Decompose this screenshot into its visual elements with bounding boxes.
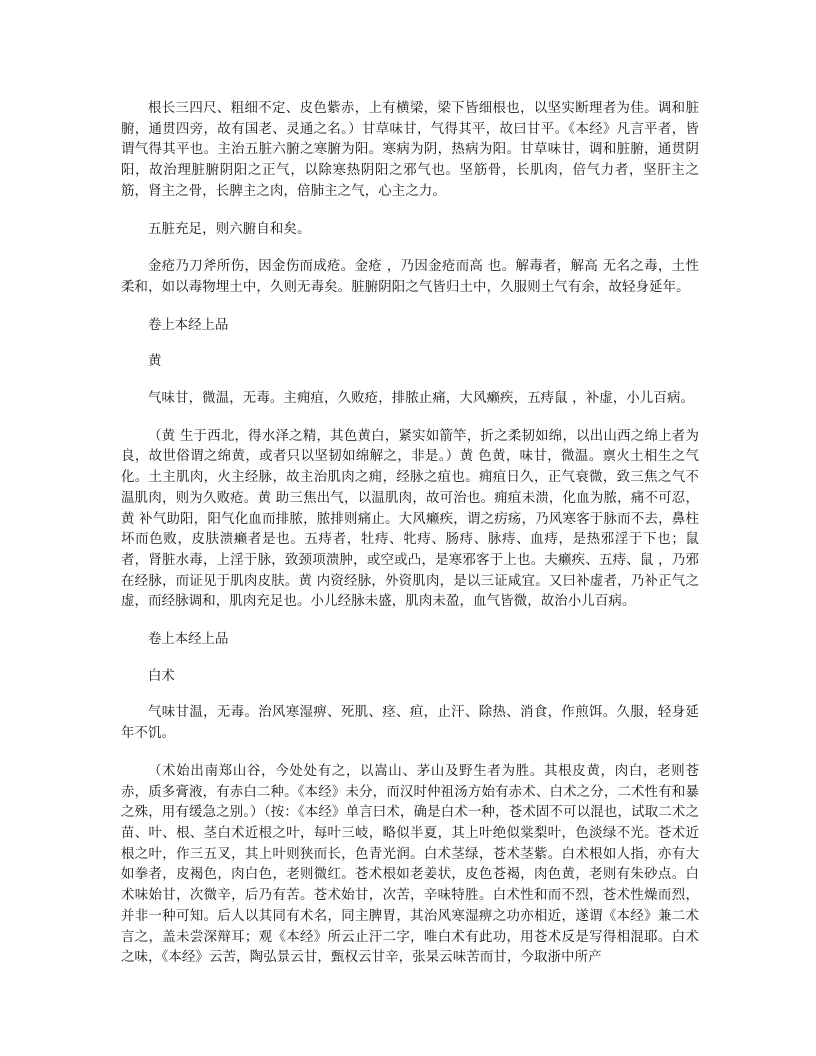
herb-heading-huang: 黄 [148, 354, 162, 370]
paragraph-baizhu-commentary: （术始出南郑山谷，今处处有之，以嵩山、茅山及野生者为胜。其根皮黄，肉白，老则苍赤，质多膏液，有赤白二种。《本经》未分，而汉时仲祖汤方始有赤术、白术之分，二术性有和暴之殊，用有缓急之别。）（按：《本经》单言曰术，确是白术一种，苍术固不可以混也，试取二术之苗、叶、根、茎白术近根之叶，每叶三岐，略似半夏，其上叶绝似棠梨叶，色淡绿不光。苍术近根之叶，作三五叉，其上叶则狭而长，色青光润。白术茎绿，苍术茎紫。白术根如人指，亦有大如拳者，皮褐色，肉白色，老则微红。苍术根如老姜状，皮色苍褐，肉色黄，老则有朱砂点。白术味始甘，次微辛，后乃有苦。苍术始甘，次苦，辛味特胜。白术性和而不烈，苍术性燥而烈，并非一种可知。后人以其同有术名，同主脾胃，其治风寒湿痹之功亦相近，遂谓《本经》兼二术言之，盖未尝深辩耳；观《本经》所云止汗二字，唯白术有此功，用苍术反是写得相混耶。白术之味，《本经》云苦，陶弘景云甘，甄权云甘辛，张杲云味苦而甘，今取浙中所产 [121, 763, 699, 966]
section-heading-juanshang-1: 卷上本经上品 [148, 317, 229, 333]
paragraph-gancao-commentary: 根长三四尺、粗细不定、皮色紫赤，上有横梁，梁下皆细根也，以坚实断理者为佳。调和脏腑，通贯四旁，故有国老、灵通之名。）甘草味甘，气得其平，故曰甘平。《本经》凡言平者，皆谓气得其平也。主治五脏六腑之寒腑为阳。寒病为阴，热病为阳。甘草味甘，调和脏腑，通贯阴阳，故治理脏腑阴阳之正气，以除寒热阴阳之邪气也。坚筋骨，长肌肉，倍气力者，坚肝主之筋，肾主之骨，长脾主之肉，倍肺主之气，心主之力。 [121, 101, 699, 199]
herb-heading-baizhu: 白术 [148, 668, 175, 684]
paragraph-huang-commentary: （黄 生于西北，得水泽之精，其色黄白，紧实如箭竿，折之柔韧如绵，以出山西之绵上者为良，故世俗谓之绵黄，或者只以坚韧如绵解之，非是。）黄 色黄，味甘，微温。禀火土相生之气化。土主肌肉，火主经脉，故主治肌肉之痈，经脉之疽也。痈疽日久，正气衰微，致三焦之气不温肌肉，则为久败疮。黄 助三焦出气，以温肌肉，故可治也。痈疽未溃，化血为脓，痛不可忍，黄 补气助阳，阳气化血而排脓，脓排则痛止。大风癞疾，谓之疠疡，乃风寒客于脉而不去，鼻柱坏而色败，皮肤溃癞者是也。五痔者，牡痔、牝痔、肠痔、脉痔、血痔，是热邪淫于下也；鼠 者，肾脏水毒，上淫于脉，致颈项溃肿，或空或凸，是寒邪客于上也。夫癞疾、五痔、鼠 ，乃邪在经脉，而证见于肌肉皮肤。黄 内资经脉，外资肌肉，是以三证咸宜。又曰补虚者，乃补正气之虚，而经脉调和，肌肉充足也。小儿经脉未盛，肌肉未盈，血气皆微，故治小儿百病。 [121, 428, 699, 610]
paragraph-wuzang: 五脏充足，则六腑自和矣。 [148, 221, 311, 237]
paragraph-baizhu-properties: 气味甘温，无毒。治风寒湿痹、死肌、痉、疸，止汗、除热、消食，作煎饵。久服，轻身延年不饥。 [121, 705, 699, 742]
section-heading-juanshang-2: 卷上本经上品 [148, 632, 229, 648]
paragraph-jinchuang: 金疮乃刀斧所伤，因金伤而成疮。金疮 ，乃因金疮而高 也。解毒者，解高 无名之毒，土性柔和，如以毒物埋土中，久则无毒矣。脏腑阴阳之气皆归土中，久服则土气有余，故轻身延年。 [121, 259, 699, 295]
paragraph-huang-properties: 气味甘，微温，无毒。主痈疽，久败疮，排脓止痛，大风癞疾，五痔鼠 ，补虚，小儿百病。 [148, 391, 695, 407]
